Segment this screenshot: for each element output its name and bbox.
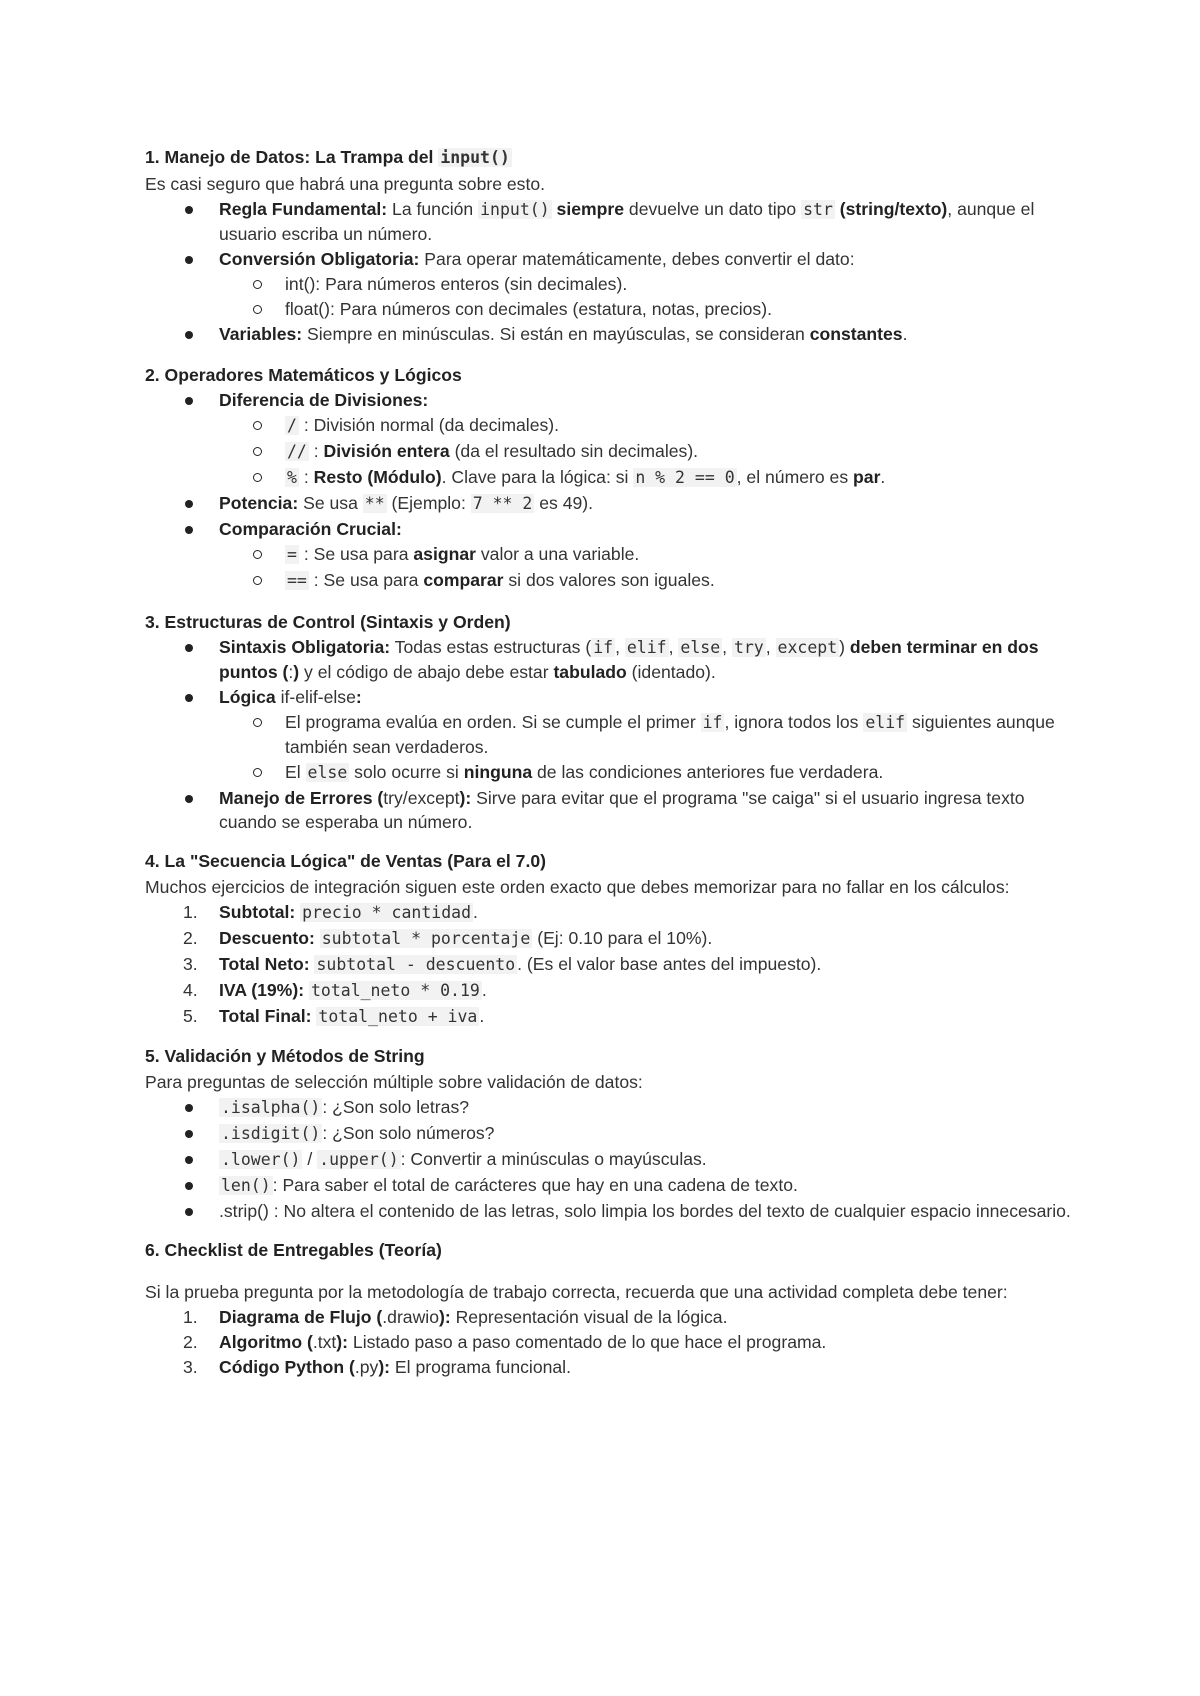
list-item xyxy=(145,322,1075,346)
item-number: 4. xyxy=(183,980,198,1000)
item-text: Representación visual de la lógica. xyxy=(450,1307,728,1327)
item-label: Total Neto: xyxy=(219,954,310,974)
inline-code: 7 ** 2 xyxy=(472,494,533,513)
item-label: Descuento: xyxy=(219,928,315,948)
circle-bullet-icon xyxy=(253,576,262,585)
item-text: Siempre en minúsculas. Si están en mayúsculas, se consideran xyxy=(302,324,810,344)
list-item xyxy=(145,786,1075,834)
section-1-list xyxy=(145,197,1075,346)
item-bold: ): xyxy=(459,788,472,808)
item-text: y el código de abajo debe estar xyxy=(299,662,554,682)
item-text: : Para saber el total de carácteres que hay en una cadena de texto. xyxy=(272,1175,798,1195)
item-text: Para operar matemáticamente, debes convertir el dato: xyxy=(419,249,855,269)
list-item xyxy=(145,197,1075,246)
section-4-title: 4. La "Secuencia Lógica" de Ventas (Para el 7.0) xyxy=(145,851,546,871)
item-text: float(): Para números con decimales (estatura, notas, precios). xyxy=(285,299,772,319)
title-code: input() xyxy=(440,148,510,167)
item-label: Total Final: xyxy=(219,1006,312,1026)
item-bold: tabulado xyxy=(553,662,627,682)
bullet-icon xyxy=(185,500,193,508)
item-text: El xyxy=(285,762,306,782)
numbered-item xyxy=(145,900,1075,925)
item-label: Lógica xyxy=(219,687,276,707)
section-1 xyxy=(145,144,1075,346)
list-item xyxy=(145,1095,1075,1120)
item-text: / xyxy=(302,1149,318,1169)
section-6-intro: Si la prueba pregunta por la metodología de trabajo correcta, recuerda que una actividad completa debe tener: xyxy=(145,1282,1008,1302)
circle-bullet-icon xyxy=(253,421,262,430)
spacer xyxy=(145,1223,1075,1237)
bullet-icon xyxy=(185,1156,193,1164)
item-text: , el número es xyxy=(736,467,854,487)
item-label: Código Python ( xyxy=(219,1357,355,1377)
sub-list xyxy=(145,710,1075,785)
circle-bullet-icon xyxy=(253,473,262,482)
bullet-icon xyxy=(185,1130,193,1138)
list-item xyxy=(145,1121,1075,1146)
section-5-list xyxy=(145,1095,1075,1223)
section-5 xyxy=(145,1043,1075,1223)
circle-bullet-icon xyxy=(253,550,262,559)
section-4-intro: Muchos ejercicios de integración siguen este orden exacto que debes memorizar para no fallar en los cálculos: xyxy=(145,877,1010,897)
item-text: El programa evalúa en orden. Si se cumple el primer xyxy=(285,712,701,732)
inline-code: str xyxy=(803,200,833,219)
item-bold: División entera xyxy=(323,441,450,461)
bullet-icon xyxy=(185,1208,193,1216)
section-5-intro: Para preguntas de selección múltiple sobre validación de datos: xyxy=(145,1072,643,1092)
item-text: de las condiciones anteriores fue verdadera. xyxy=(532,762,884,782)
numbered-item xyxy=(145,1004,1075,1029)
inline-code: .isdigit() xyxy=(221,1124,321,1143)
inline-code: precio * cantidad xyxy=(302,903,472,922)
bullet-icon xyxy=(185,1182,193,1190)
inline-code: = xyxy=(287,545,297,564)
item-label: Diferencia de Divisiones: xyxy=(219,390,429,410)
item-text: (identado). xyxy=(626,662,716,682)
item-content xyxy=(219,467,885,487)
sub-list-item xyxy=(145,297,1075,321)
item-text: (Ejemplo: xyxy=(386,493,471,513)
item-text: : Se usa para xyxy=(298,544,414,564)
bullet-icon xyxy=(185,331,193,339)
item-text: valor a una variable. xyxy=(475,544,640,564)
item-text: : xyxy=(288,662,294,682)
item-text: es 49). xyxy=(534,493,594,513)
item-text: , xyxy=(722,637,732,657)
item-number: 5. xyxy=(183,1006,198,1026)
section-1-intro: Es casi seguro que habrá una pregunta sobre esto. xyxy=(145,174,546,194)
sub-list-item xyxy=(145,439,1075,464)
inline-code: .isalpha() xyxy=(221,1098,321,1117)
section-2 xyxy=(145,362,1075,593)
item-text: : ¿Son solo números? xyxy=(322,1123,495,1143)
item-text: Se usa xyxy=(298,493,363,513)
circle-bullet-icon xyxy=(253,447,262,456)
sub-list-item xyxy=(145,413,1075,438)
item-text: ) xyxy=(839,637,850,657)
bullet-icon xyxy=(185,694,193,702)
item-bold: ): xyxy=(336,1332,349,1352)
spacer xyxy=(145,834,1075,848)
item-text: : División normal (da decimales). xyxy=(298,415,560,435)
bullet-icon xyxy=(185,526,193,534)
item-label: Comparación Crucial: xyxy=(219,519,402,539)
item-text: . Clave para la lógica: si xyxy=(441,467,634,487)
inline-code: % xyxy=(287,468,297,487)
section-3-list xyxy=(145,635,1075,834)
section-3-title: 3. Estructuras de Control (Sintaxis y Orden) xyxy=(145,612,511,632)
item-label: Conversión Obligatoria: xyxy=(219,249,420,269)
inline-code: elif xyxy=(626,638,667,657)
item-text: , xyxy=(765,637,776,657)
item-text: int(): Para números enteros (sin decimales). xyxy=(285,274,628,294)
inline-code: total_neto + iva xyxy=(318,1007,478,1026)
item-number: 2. xyxy=(183,1332,198,1352)
item-text: try/except xyxy=(383,788,460,808)
spacer xyxy=(145,593,1075,609)
inline-code: except xyxy=(777,638,838,657)
item-text: . xyxy=(481,980,487,1000)
item-bold: ): xyxy=(438,1307,451,1327)
item-text: , xyxy=(615,637,625,657)
bullet-icon xyxy=(185,1104,193,1112)
circle-bullet-icon xyxy=(253,768,262,777)
sub-list-item xyxy=(145,465,1075,490)
inline-code: .lower() xyxy=(221,1150,301,1169)
item-label: Manejo de Errores ( xyxy=(219,788,384,808)
bullet-icon xyxy=(185,644,193,652)
list-item xyxy=(145,1147,1075,1172)
sub-list xyxy=(145,272,1075,321)
bullet-icon xyxy=(185,795,193,803)
inline-code: .upper() xyxy=(319,1150,399,1169)
item-label: Potencia: xyxy=(219,493,299,513)
sub-list-item xyxy=(145,542,1075,567)
inline-code: == xyxy=(287,571,307,590)
numbered-item xyxy=(145,1305,1075,1329)
item-text: Todas estas estructuras ( xyxy=(390,637,592,657)
item-bold: Resto (Módulo) xyxy=(313,467,442,487)
item-bold: constantes xyxy=(809,324,903,344)
item-bold: ): xyxy=(378,1357,391,1377)
inline-code: ** xyxy=(364,494,385,513)
section-4-list xyxy=(145,900,1075,1029)
circle-bullet-icon xyxy=(253,280,262,289)
inline-code: else xyxy=(307,763,348,782)
item-text: . xyxy=(880,467,886,487)
item-text: if-elif-else xyxy=(275,687,356,707)
item-label: IVA (19%): xyxy=(219,980,305,1000)
list-item xyxy=(145,685,1075,785)
item-text: . (Es el valor base antes del impuesto). xyxy=(517,954,822,974)
sub-list-item xyxy=(145,760,1075,785)
numbered-item xyxy=(145,1355,1075,1379)
sub-list xyxy=(145,542,1075,593)
inline-code: input() xyxy=(480,200,550,219)
item-text: : Convertir a minúsculas o mayúsculas. xyxy=(400,1149,707,1169)
list-item xyxy=(145,491,1075,516)
sub-list xyxy=(145,413,1075,490)
item-text: (da el resultado sin decimales). xyxy=(449,441,699,461)
inline-code: try xyxy=(733,638,764,657)
item-bold: (string/texto) xyxy=(839,199,948,219)
item-number: 3. xyxy=(183,1357,198,1377)
section-3 xyxy=(145,609,1075,834)
inline-code: n % 2 == 0 xyxy=(635,468,735,487)
item-text: devuelve un dato tipo xyxy=(624,199,802,219)
item-text: .txt xyxy=(312,1332,337,1352)
inline-code: // xyxy=(287,442,307,461)
item-text xyxy=(315,928,320,948)
item-number: 3. xyxy=(183,954,198,974)
item-bold: deben terminar en dos puntos ( xyxy=(219,637,1039,682)
inline-code: / xyxy=(287,416,297,435)
item-text: Listado paso a paso comentado de lo que hace el programa. xyxy=(348,1332,827,1352)
item-label: Diagrama de Flujo ( xyxy=(219,1307,383,1327)
section-5-title: 5. Validación y Métodos de String xyxy=(145,1046,425,1066)
item-content xyxy=(219,570,715,590)
list-item xyxy=(145,517,1075,593)
item-text: : xyxy=(308,441,324,461)
section-6-list xyxy=(145,1305,1075,1379)
list-item xyxy=(145,1173,1075,1198)
item-bold: siempre xyxy=(556,199,625,219)
item-text: . xyxy=(479,1006,485,1026)
spacer xyxy=(145,1263,1075,1279)
item-text: si dos valores son iguales. xyxy=(503,570,715,590)
item-text: , aunque el usuario escriba un número. xyxy=(219,199,1035,244)
item-text: (Ej: 0.10 para el 10%). xyxy=(532,928,713,948)
inline-code: elif xyxy=(865,713,906,732)
inline-code: if xyxy=(593,638,614,657)
item-text: . xyxy=(473,902,478,922)
item-text: : Se usa para xyxy=(308,570,424,590)
list-item xyxy=(145,1199,1075,1223)
item-label: Sintaxis Obligatoria: xyxy=(219,637,391,657)
item-text: , xyxy=(668,637,679,657)
item-text: . xyxy=(902,324,908,344)
item-content xyxy=(219,544,639,564)
section-4 xyxy=(145,848,1075,1029)
inline-code: len() xyxy=(221,1176,271,1195)
item-label: Variables: xyxy=(219,324,303,344)
item-label: Algoritmo ( xyxy=(219,1332,313,1352)
sub-list-item xyxy=(145,710,1075,759)
section-2-list xyxy=(145,388,1075,593)
item-label: Subtotal: xyxy=(219,902,296,922)
item-text: La función xyxy=(387,199,479,219)
spacer xyxy=(145,1029,1075,1043)
item-number: 2. xyxy=(183,928,198,948)
inline-code: total_neto * 0.19 xyxy=(310,981,480,1000)
item-bold: par xyxy=(853,467,881,487)
numbered-item xyxy=(145,952,1075,977)
title-text: 1. Manejo de Datos: La Trampa del xyxy=(145,147,439,167)
item-text: .py xyxy=(354,1357,379,1377)
bullet-icon xyxy=(185,256,193,264)
circle-bullet-icon xyxy=(253,305,262,314)
section-2-title: 2. Operadores Matemáticos y Lógicos xyxy=(145,365,462,385)
item-number: 1. xyxy=(183,902,198,922)
numbered-item xyxy=(145,926,1075,951)
list-item xyxy=(145,247,1075,321)
item-number: 1. xyxy=(183,1307,198,1327)
item-text: .drawio xyxy=(382,1307,439,1327)
inline-code: if xyxy=(702,713,723,732)
inline-code: else xyxy=(680,638,721,657)
item-text: : ¿Son solo letras? xyxy=(322,1097,470,1117)
item-text: solo ocurre si xyxy=(349,762,464,782)
item-bold: : xyxy=(355,687,362,707)
item-text: siguientes aunque también sean verdaderos. xyxy=(285,712,1055,757)
numbered-item xyxy=(145,978,1075,1003)
inline-code: subtotal - descuento xyxy=(316,955,516,974)
sub-list-item xyxy=(145,568,1075,593)
item-content xyxy=(219,415,559,435)
section-6 xyxy=(145,1237,1075,1379)
bullet-icon xyxy=(185,206,193,214)
item-label: Regla Fundamental: xyxy=(219,199,388,219)
item-text: : xyxy=(298,467,314,487)
circle-bullet-icon xyxy=(253,718,262,727)
item-bold: ) xyxy=(293,662,300,682)
item-bold: asignar xyxy=(413,544,476,564)
item-text: .strip() : No altera el contenido de las letras, solo limpia los bordes del texto de cualquier espacio innecesario. xyxy=(219,1201,1071,1221)
item-text: , ignora todos los xyxy=(724,712,864,732)
section-1-title xyxy=(145,144,1075,171)
document-page xyxy=(145,144,1075,1379)
item-text: Sirve para evitar que el programa "se caiga" si el usuario ingresa texto cuando se esperaba un número. xyxy=(219,788,1025,832)
list-item xyxy=(145,635,1075,684)
spacer xyxy=(145,346,1075,362)
item-bold: comparar xyxy=(423,570,504,590)
inline-code: subtotal * porcentaje xyxy=(321,929,531,948)
numbered-item xyxy=(145,1330,1075,1354)
sub-list-item xyxy=(145,272,1075,296)
bullet-icon xyxy=(185,397,193,405)
section-6-title: 6. Checklist de Entregables (Teoría) xyxy=(145,1240,442,1260)
item-content xyxy=(219,441,698,461)
item-bold: ninguna xyxy=(463,762,533,782)
item-text: El programa funcional. xyxy=(390,1357,571,1377)
list-item xyxy=(145,388,1075,490)
